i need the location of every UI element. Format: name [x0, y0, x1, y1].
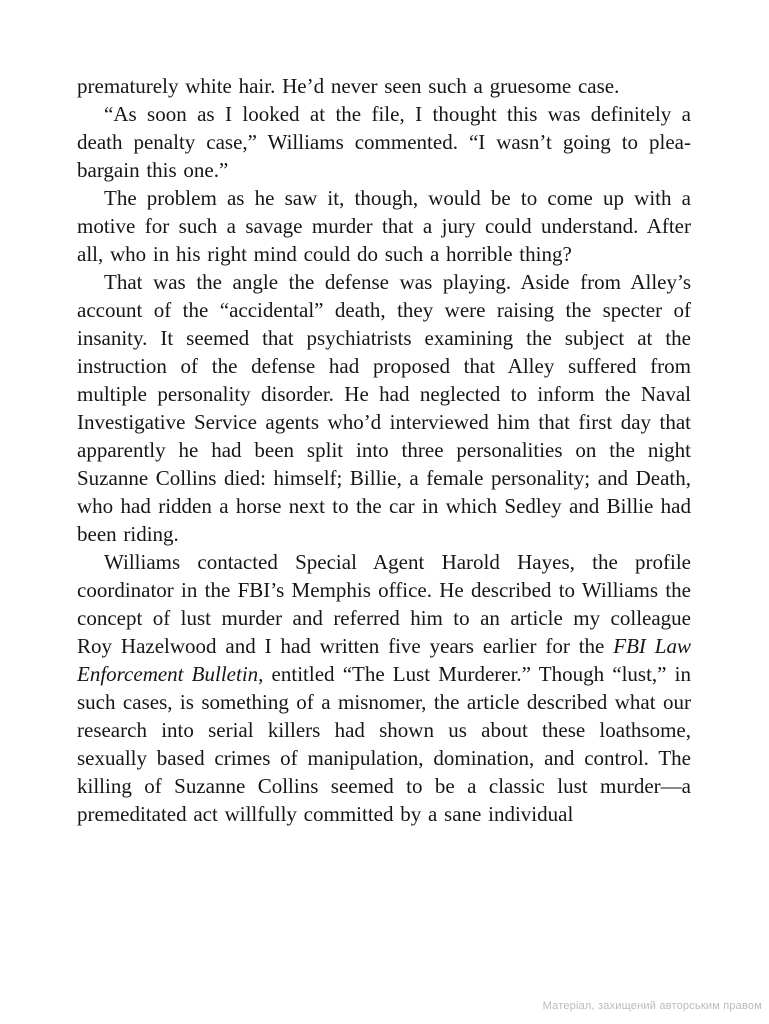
italic-citation-text: FBI Law Enforcement Bulletin: [77, 634, 691, 686]
body-text: “As soon as I looked at the file, I thought this was definitely a death penalty case,” Williams commented. “I wasn’t going to plea-bargain this one.”: [77, 102, 691, 182]
paragraph: [77, 72, 691, 100]
copyright-watermark: Матеріал, захищений авторським правом: [542, 1000, 762, 1012]
body-text: , entitled “The Lust Murderer.” Though “lust,” in such cases, is something of a misnomer, the article described what our research into serial killers had shown us about these loathsome, sexually based crimes of manipulation, domination, and control. The killing of Suzanne Collins seemed to be a classic lust murder—a premeditated act willfully committed by a sane individual: [77, 662, 691, 826]
body-text: That was the angle the defense was playing. Aside from Alley’s account of the “accidental” death, they were raising the specter of insanity. It seemed that psychiatrists examining the subject at the instruction of the defense had proposed that Alley suffered from multiple personality disorder. He had neglected to inform the Naval Investigative Service agents who’d interviewed him that first day that apparently he had been split into three personalities on the night Suzanne Collins died: himself; Billie, a female personality; and Death, who had ridden a horse next to the car in which Sedley and Billie had been riding.: [77, 270, 691, 546]
paragraph: [77, 268, 691, 548]
text-block: [77, 72, 691, 828]
paragraph: [77, 548, 691, 828]
body-text: Williams contacted Special Agent Harold Hayes, the profile coordinator in the FBI’s Memphis office. He described to Williams the concept of lust murder and referred him to an article my colleague Roy Hazelwood and I had written five years earlier for the: [77, 550, 691, 658]
paragraph: [77, 100, 691, 184]
paragraph: [77, 184, 691, 268]
body-text: The problem as he saw it, though, would be to come up with a motive for such a savage murder that a jury could understand. After all, who in his right mind could do such a horrible thing?: [77, 186, 691, 266]
body-text: prematurely white hair. He’d never seen such a gruesome case.: [77, 74, 620, 98]
